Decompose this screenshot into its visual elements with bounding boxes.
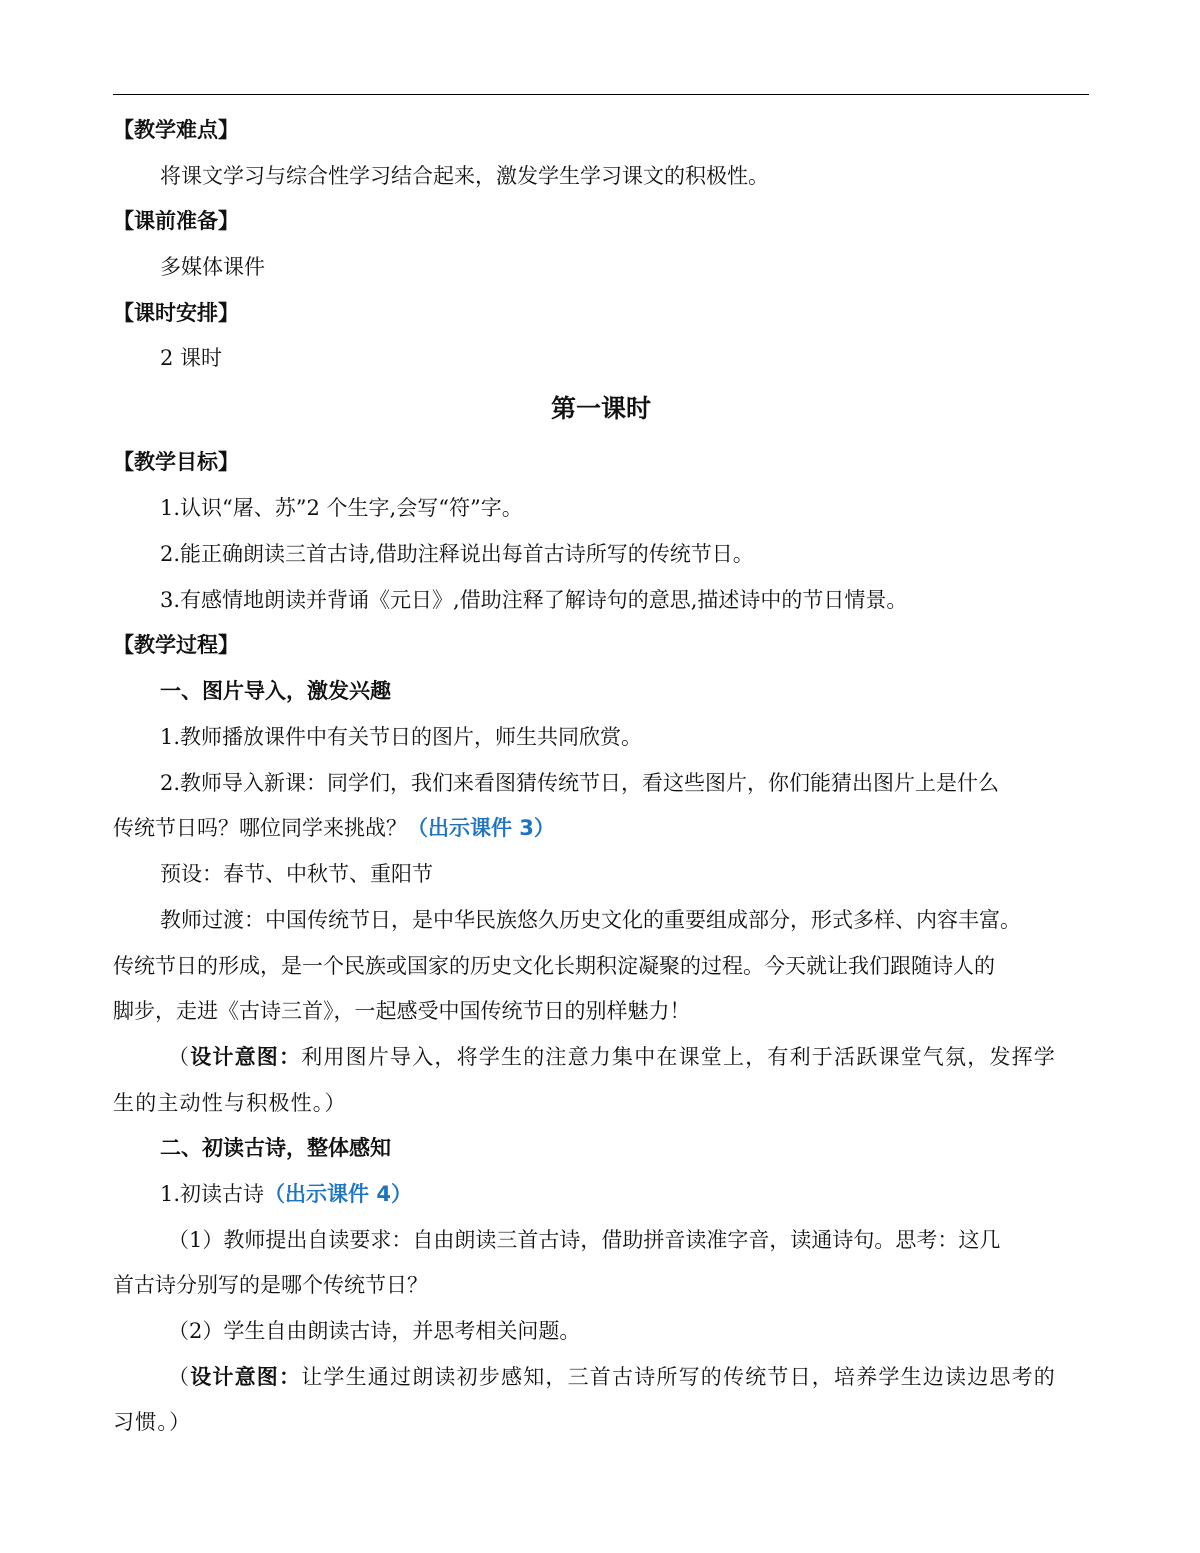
- slide-ref-3: （出示课件 3）: [407, 816, 555, 840]
- process-heading: 【教学过程】: [113, 633, 239, 657]
- step1-line2: 首古诗分别写的是哪个传统节日？: [113, 1273, 428, 1297]
- difficulty-heading: 【教学难点】: [113, 118, 239, 142]
- design-intent-1: [168, 1034, 1089, 1080]
- goal-item: 3.有感情地朗读并背诵《元日》,借助注释了解诗句的意思,描述诗中的节日情景。: [160, 588, 908, 612]
- transition-line1: 教师过渡：中国传统节日，是中华民族悠久历史文化的重要组成部分，形式多样、内容丰富。: [160, 908, 1021, 932]
- prep-heading: 【课前准备】: [113, 209, 239, 233]
- design-text: 让学生通过朗读初步感知，三首古诗所写的传统节日，培养学生边读边思考的: [301, 1365, 1056, 1389]
- design-text: 利用图片导入，将学生的注意力集中在课堂上，有利于活跃课堂气氛，发挥学: [301, 1045, 1056, 1069]
- prep-text: 多媒体课件: [160, 255, 265, 279]
- design-label: 设计意图：: [190, 1045, 302, 1069]
- slide-ref-4: （出示课件 4）: [264, 1182, 412, 1206]
- design-open: （: [168, 1365, 191, 1389]
- goal-item: 2.能正确朗读三首古诗,借助注释说出每首古诗所写的传统节日。: [160, 542, 754, 566]
- part2-p1: [160, 1171, 1089, 1217]
- goals-heading: 【教学目标】: [113, 450, 239, 474]
- design-intent-2: [168, 1354, 1089, 1400]
- part2-p1-text: 1.初读古诗: [160, 1182, 265, 1206]
- part1-title: 一、图片导入，激发兴趣: [160, 679, 391, 703]
- preset-text: 预设：春节、中秋节、重阳节: [160, 862, 433, 886]
- part1-p2-text: 传统节日吗？哪位同学来挑战？: [113, 816, 407, 840]
- header-rule: [113, 94, 1089, 95]
- step2: （2）学生自由朗读古诗，并思考相关问题。: [168, 1319, 581, 1343]
- part1-p2-line2: [113, 805, 1089, 851]
- lesson-title: 第一课时: [550, 394, 651, 423]
- design-open: （: [168, 1045, 191, 1069]
- goal-item: 1.认识“屠、苏”2 个生字,会写“符”字。: [160, 496, 523, 520]
- part2-title: 二、初读古诗，整体感知: [160, 1136, 391, 1160]
- difficulty-text: 将课文学习与综合性学习结合起来，激发学生学习课文的积极性。: [160, 164, 769, 188]
- transition-line3: 脚步，走进《古诗三首》，一起感受中国传统节日的别样魅力！: [113, 999, 691, 1023]
- design-label: 设计意图：: [190, 1365, 302, 1389]
- schedule-text: 2 课时: [160, 346, 223, 370]
- part1-p2-line1: 2.教师导入新课：同学们，我们来看图猜传统节日，看这些图片，你们能猜出图片上是什么: [160, 771, 1000, 795]
- step1-line1: （1）教师提出自读要求：自由朗读三首古诗，借助拼音读准字音，读通诗句。思考：这几: [168, 1228, 1001, 1252]
- design-intent-1-line2: 生的主动性与积极性。）: [113, 1091, 347, 1115]
- transition-line2: 传统节日的形成，是一个民族或国家的历史文化长期积淀凝聚的过程。今天就让我们跟随诗人的: [113, 954, 995, 978]
- part1-p1: 1.教师播放课件中有关节日的图片，师生共同欣赏。: [160, 725, 643, 749]
- schedule-heading: 【课时安排】: [113, 301, 239, 325]
- design-intent-2-line2: 习惯。）: [113, 1410, 192, 1434]
